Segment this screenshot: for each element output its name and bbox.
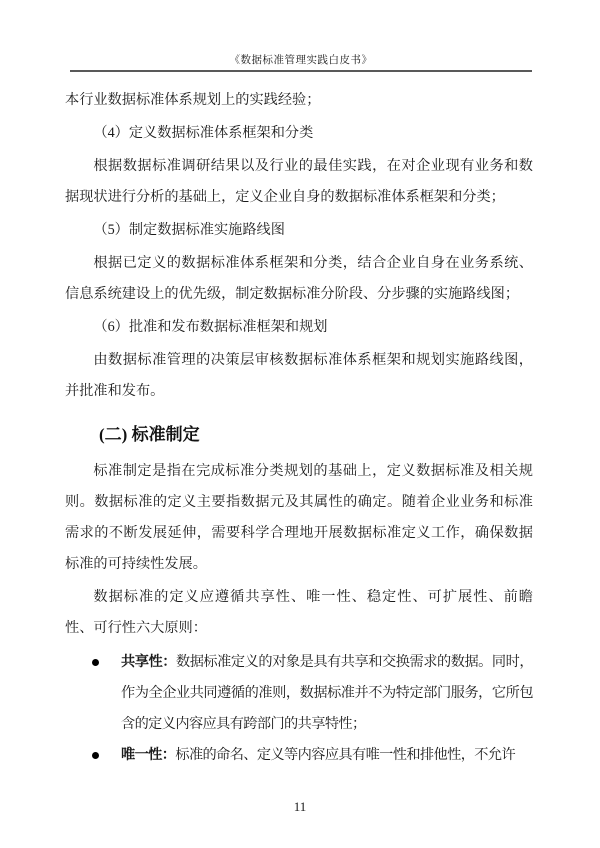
principles-list <box>65 647 533 771</box>
numbered-item-4-title: （4）定义数据标准体系框架和分类 <box>93 125 314 141</box>
section-heading: (二) 标准制定 <box>99 425 200 444</box>
list-item-term: 共享性： <box>121 654 176 670</box>
numbered-item-6-title: （6）批准和发布数据标准框架和规划 <box>93 319 328 335</box>
list-item <box>89 740 533 771</box>
page-number: 11 <box>293 799 307 814</box>
bullet-icon <box>92 752 99 759</box>
section-paragraph-2: 数据标准的定义应遵循共享性、唯一性、稳定性、可扩展性、前瞻性、可行性六大原则： <box>65 589 533 636</box>
running-header-title: 《数据标准管理实践白皮书》 <box>229 55 373 66</box>
numbered-item-5-body: 根据已定义的数据标准体系框架和分类，结合企业自身在业务系统、信息系统建设上的优先级，制定数据标准分阶段、分步骤的实施路线图； <box>65 255 533 302</box>
list-item-text: 数据标准定义的对象是具有共享和交换需求的数据。同时，作为全企业共同遵循的准则，数据标准并不为特定部门服务，它所包含的定义内容应具有跨部门的共享特性； <box>121 654 533 732</box>
numbered-item-6-body: 由数据标准管理的决策层审核数据标准体系框架和规划实施路线图，并批准和发布。 <box>65 352 533 399</box>
numbered-item-5-title: （5）制定数据标准实施路线图 <box>93 222 285 238</box>
list-item <box>89 647 533 740</box>
list-item-term: 唯一性： <box>121 747 176 763</box>
running-header <box>70 0 532 72</box>
list-item-text: 标准的命名、定义等内容应具有唯一性和排他性，不允许 <box>175 747 516 763</box>
section-paragraph-1: 标准制定是指在完成标准分类规划的基础上，定义数据标准及相关规则。数据标准的定义主要指数据元及其属性的确定。随着企业业务和标准需求的不断发展延伸，需要科学合理地开展数据标准定义工作，确保数据标准的可持续性发展。 <box>65 463 533 572</box>
numbered-item-4-body: 根据数据标准调研结果以及行业的最佳实践，在对企业现有业务和数据现状进行分析的基础上，定义企业自身的数据标准体系框架和分类； <box>65 158 533 205</box>
page-body <box>0 72 600 771</box>
paragraph-continuation: 本行业数据标准体系规划上的实践经验； <box>65 92 321 108</box>
bullet-icon <box>92 659 99 666</box>
